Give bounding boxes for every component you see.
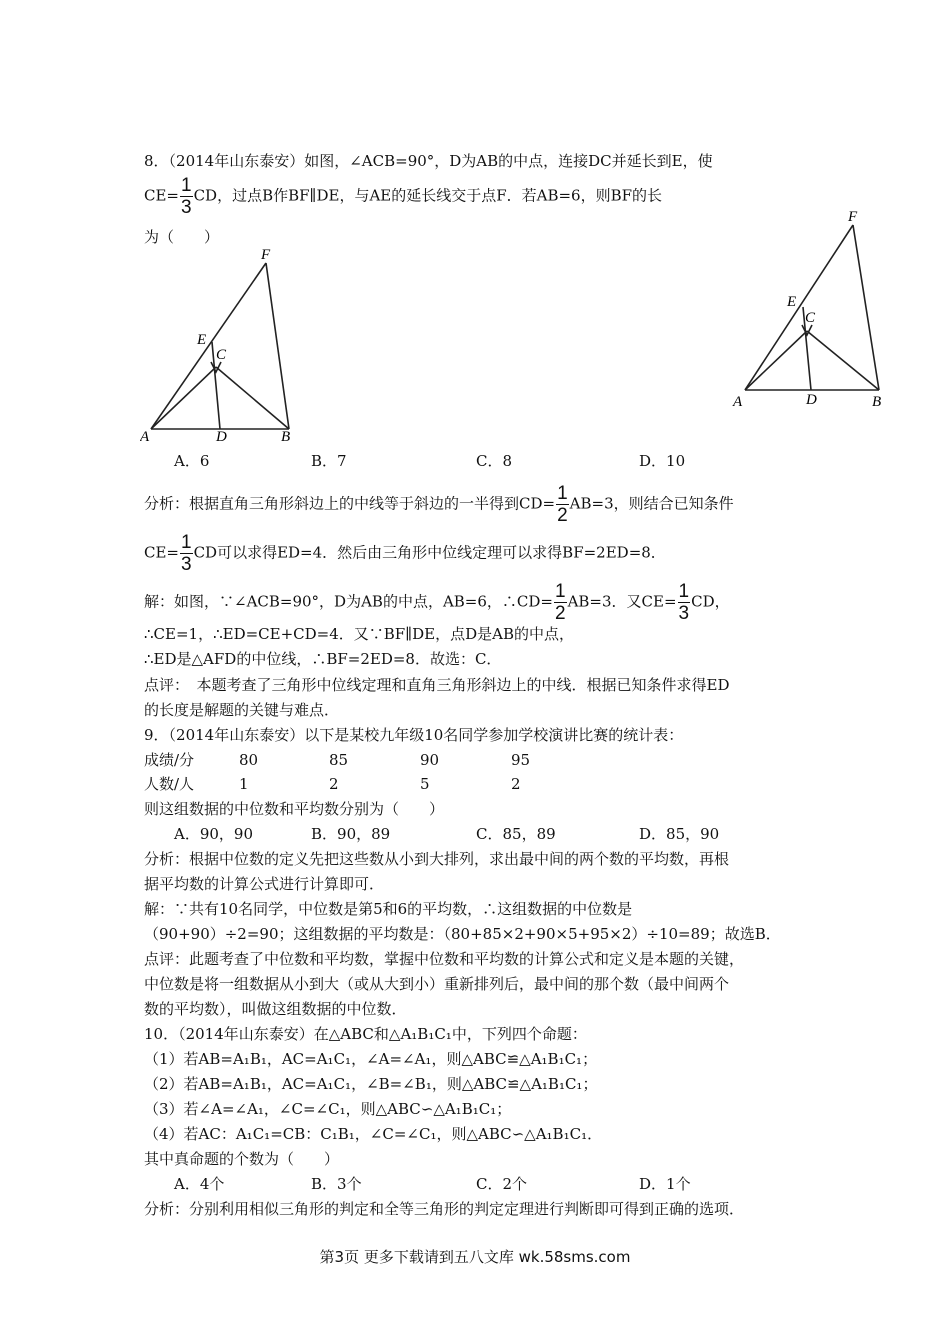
q9-comment-line2: 中位数是将一组数据从小到大（或从大到小）重新排列后，最中间的那个数（最中间两个	[144, 975, 730, 993]
q10-proposition-4: （4）若AC：A₁C₁=CB：C₁B₁，∠C=∠C₁，则△ABC∽△A₁B₁C₁．	[144, 1125, 603, 1143]
q8-solution-line2: ∴CE=1，∴ED=CE+CD=4．又∵BF∥DE，点D是AB的中点，	[144, 625, 574, 643]
q8-ce-label: CE=	[144, 186, 179, 205]
q9-option-d[interactable]: D．85，90	[639, 825, 720, 843]
q9-option-c[interactable]: C．85，89	[476, 825, 556, 843]
label-d: D	[216, 429, 227, 445]
fraction-one-third: $\frac{1}{3}$	[678, 581, 690, 624]
label-b: B	[281, 429, 291, 445]
q9-analysis-line1: 分析：根据中位数的定义先把这些数从小到大排列，求出最中间的两个数的平均数，再根	[144, 850, 730, 868]
q8-option-a[interactable]: A．6	[174, 452, 210, 470]
q10-option-b[interactable]: B．3个	[311, 1175, 362, 1193]
count-cell: 2	[329, 775, 339, 793]
q10-proposition-1: （1）若AB=A₁B₁，AC=A₁C₁，∠A=∠A₁，则△ABC≌△A₁B₁C₁；	[144, 1050, 598, 1068]
score-cell: 85	[329, 751, 349, 769]
count-cell: 2	[511, 775, 521, 793]
q10-stem: 10．（2014年山东泰安）在△ABC和△A₁B₁C₁中，下列四个命题：	[144, 1025, 587, 1043]
count-cell: 1	[239, 775, 249, 793]
q8-stem-line2-rest: CD，过点B作BF∥DE，与AE的延长线交于点F．若AB=6，则BF的长	[193, 186, 663, 205]
q9-solution-line2: （90+90）÷2=90；这组数据的平均数是：（80+85×2+90×5+95×2）÷10=89；故选B．	[144, 925, 781, 943]
q8-figure-left	[140, 240, 310, 450]
label-d: D	[806, 392, 817, 408]
fraction-one-third: $\frac{1}{3}$	[181, 532, 192, 575]
q9-stem: 9．（2014年山东泰安）以下是某校九年级10名同学参加学校演讲比赛的统计表：	[144, 726, 684, 744]
q8-solution-line3: ∴ED是△AFD的中位线，∴BF=2ED=8．故选：C．	[144, 650, 502, 668]
q8-stem-line2	[144, 176, 662, 217]
score-header: 成绩/分	[144, 751, 195, 769]
fraction-one-half: $\frac{1}{2}$	[554, 581, 566, 624]
q8-stem-line3: 为（ ）	[144, 228, 220, 246]
label-e: E	[787, 294, 797, 310]
q9-option-b[interactable]: B．90，89	[311, 825, 391, 843]
fraction-one-half: $\frac{1}{2}$	[557, 483, 568, 526]
q10-question: 其中真命题的个数为（ ）	[144, 1150, 340, 1168]
label-f: F	[848, 209, 858, 225]
q8-option-b[interactable]: B．7	[311, 452, 347, 470]
q10-proposition-2: （2）若AB=A₁B₁，AC=A₁C₁，∠B=∠B₁，则△ABC≌△A₁B₁C₁；	[144, 1075, 598, 1093]
label-a: A	[140, 429, 150, 445]
q8-comment-line1: 点评： 本题考查了三角形中位线定理和直角三角形斜边上的中线．根据已知条件求得ED	[144, 676, 730, 694]
q8-option-c[interactable]: C．8	[476, 452, 513, 470]
q9-solution-line1: 解：∵共有10名同学，中位数是第5和6的平均数，∴这组数据的中位数是	[144, 900, 633, 918]
fraction-one-third: $\frac{1}{3}$	[181, 175, 192, 218]
score-cell: 90	[420, 751, 440, 769]
q8-figure-right	[728, 205, 898, 415]
score-cell: 80	[239, 751, 259, 769]
label-a: A	[733, 394, 743, 410]
q9-question: 则这组数据的中位数和平均数分别为（ ）	[144, 800, 445, 818]
q8-stem-line1: 8．（2014年山东泰安）如图，∠ACB=90°，D为AB的中点，连接DC并延长到E，使	[144, 152, 713, 170]
label-b: B	[872, 394, 882, 410]
label-f: F	[261, 247, 271, 263]
q9-comment-line1: 点评：此题考查了中位数和平均数，掌握中位数和平均数的计算公式和定义是本题的关键，	[144, 950, 745, 968]
count-cell: 5	[420, 775, 430, 793]
q8-analysis-line1: 分析：根据直角三角形斜边上的中线等于斜边的一半得到CD= $\frac{1}{2}$ AB=3，则结合已知条件	[144, 483, 734, 526]
q10-proposition-3: （3）若∠A=∠A₁，∠C=∠C₁，则△ABC∽△A₁B₁C₁；	[144, 1100, 512, 1118]
q8-solution-line1: 解：如图，∵∠ACB=90°，D为AB的中点，AB=6，∴CD= $\frac{1}{2}$ AB=3．又CE= $\frac{1}{3}$ CD，	[144, 581, 730, 624]
q10-option-c[interactable]: C．2个	[476, 1175, 528, 1193]
q8-option-d[interactable]: D．10	[639, 452, 686, 470]
label-c: C	[805, 310, 816, 326]
q10-option-a[interactable]: A．4个	[174, 1175, 225, 1193]
q9-comment-line3: 数的平均数），叫做这组数据的中位数．	[144, 1000, 407, 1018]
q9-analysis-line2: 据平均数的计算公式进行计算即可．	[144, 875, 385, 893]
count-header: 人数/人	[144, 775, 195, 793]
q10-option-d[interactable]: D．1个	[639, 1175, 691, 1193]
q10-analysis: 分析：分别利用相似三角形的判定和全等三角形的判定定理进行判断即可得到正确的选项．	[144, 1200, 745, 1218]
q8-comment-line2: 的长度是解题的关键与难点．	[144, 701, 340, 719]
page-footer: 第3页 更多下载请到五八文库 wk.58sms.com	[319, 1248, 631, 1266]
label-e: E	[197, 332, 207, 348]
q9-option-a[interactable]: A．90，90	[174, 825, 254, 843]
q8-analysis-line2: CE= $\frac{1}{3}$ CD可以求得ED=4．然后由三角形中位线定理可以求得BF=2ED=8．	[144, 532, 666, 575]
label-c: C	[216, 347, 227, 363]
score-cell: 95	[511, 751, 531, 769]
